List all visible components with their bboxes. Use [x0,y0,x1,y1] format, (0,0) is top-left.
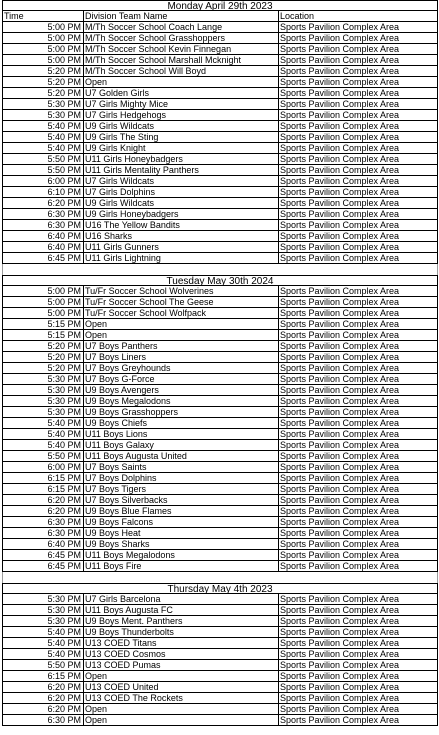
cell-time[interactable]: 6:10 PM [2,187,84,198]
cell-team[interactable]: U9 Girls Wildcats [84,198,279,209]
cell-time[interactable]: 5:20 PM [2,363,84,374]
cell-location[interactable]: Sports Pavilion Complex Area [279,484,438,495]
cell-location[interactable]: Sports Pavilion Complex Area [279,605,438,616]
cell-time[interactable]: 6:45 PM [2,550,84,561]
cell-location[interactable]: Sports Pavilion Complex Area [279,715,438,726]
cell-time[interactable]: 5:30 PM [2,110,84,121]
cell-team[interactable]: U11 Boys Fire [84,561,279,572]
cell-team[interactable]: U7 Girls Hedgehogs [84,110,279,121]
cell-location[interactable]: Sports Pavilion Complex Area [279,297,438,308]
table-row [2,77,438,88]
cell-team[interactable]: U11 Boys Lions [84,429,279,440]
table-row [2,495,438,506]
cell-location[interactable]: Sports Pavilion Complex Area [279,308,438,319]
table-row [2,132,438,143]
table-row [2,44,438,55]
table-row [2,143,438,154]
cell-team[interactable]: U13 COED Cosmos [84,649,279,660]
cell-location[interactable]: Sports Pavilion Complex Area [279,495,438,506]
table-row [2,704,438,715]
table-row [2,671,438,682]
cell-team[interactable]: Open [84,715,279,726]
cell-location[interactable]: Sports Pavilion Complex Area [279,440,438,451]
cell-location[interactable]: Sports Pavilion Complex Area [279,374,438,385]
cell-time[interactable]: 5:30 PM [2,407,84,418]
cell-location[interactable]: Sports Pavilion Complex Area [279,121,438,132]
cell-team[interactable]: U11 Boys Galaxy [84,440,279,451]
table-row [2,209,438,220]
cell-location[interactable]: Sports Pavilion Complex Area [279,550,438,561]
cell-time[interactable]: 6:40 PM [2,231,84,242]
cell-time[interactable]: 6:20 PM [2,198,84,209]
cell-team[interactable]: U7 Golden Girls [84,88,279,99]
table-row [2,649,438,660]
day-block-monday [2,22,438,264]
cell-location[interactable]: Sports Pavilion Complex Area [279,132,438,143]
cell-team[interactable]: U11 Girls Lightning [84,253,279,264]
cell-location[interactable]: Sports Pavilion Complex Area [279,660,438,671]
cell-time[interactable]: 6:30 PM [2,517,84,528]
cell-location[interactable]: Sports Pavilion Complex Area [279,220,438,231]
cell-location[interactable]: Sports Pavilion Complex Area [279,253,438,264]
cell-time[interactable]: 5:40 PM [2,440,84,451]
cell-time[interactable]: 6:30 PM [2,220,84,231]
cell-time[interactable]: 5:40 PM [2,132,84,143]
cell-location[interactable]: Sports Pavilion Complex Area [279,187,438,198]
cell-location[interactable]: Sports Pavilion Complex Area [279,539,438,550]
cell-team[interactable]: U7 Girls Barcelona [84,594,279,605]
cell-location[interactable]: Sports Pavilion Complex Area [279,77,438,88]
cell-location[interactable]: Sports Pavilion Complex Area [279,286,438,297]
table-row [2,715,438,726]
cell-location[interactable]: Sports Pavilion Complex Area [279,44,438,55]
table-row [2,539,438,550]
cell-location[interactable]: Sports Pavilion Complex Area [279,110,438,121]
cell-team[interactable]: U9 Girls Knight [84,143,279,154]
cell-time[interactable]: 6:45 PM [2,253,84,264]
cell-location[interactable]: Sports Pavilion Complex Area [279,66,438,77]
day-title[interactable]: Thursday May 4th 2023 [2,583,438,594]
table-row [2,297,438,308]
cell-time[interactable]: 5:00 PM [2,286,84,297]
cell-time[interactable]: 5:30 PM [2,99,84,110]
cell-time[interactable]: 6:30 PM [2,528,84,539]
table-row [2,473,438,484]
cell-location[interactable]: Sports Pavilion Complex Area [279,143,438,154]
table-row [2,440,438,451]
cell-location[interactable]: Sports Pavilion Complex Area [279,341,438,352]
cell-team[interactable]: M/Th Soccer School Marshall Mcknight [84,55,279,66]
cell-location[interactable]: Sports Pavilion Complex Area [279,88,438,99]
cell-time[interactable]: 6:15 PM [2,484,84,495]
table-row [2,374,438,385]
table-row [2,616,438,627]
cell-team[interactable]: U16 The Yellow Bandits [84,220,279,231]
cell-time[interactable]: 5:00 PM [2,308,84,319]
table-row [2,660,438,671]
cell-team[interactable]: Open [84,77,279,88]
cell-location[interactable]: Sports Pavilion Complex Area [279,33,438,44]
table-row [2,121,438,132]
cell-time[interactable]: 5:15 PM [2,319,84,330]
cell-team[interactable]: U9 Boys Megalodons [84,396,279,407]
cell-location[interactable]: Sports Pavilion Complex Area [279,99,438,110]
cell-time[interactable]: 5:40 PM [2,649,84,660]
day-title[interactable]: Tuesday May 30th 2024 [2,275,438,286]
cell-location[interactable]: Sports Pavilion Complex Area [279,407,438,418]
table-row [2,22,438,33]
cell-team[interactable]: Tu/Fr Soccer School The Geese [84,297,279,308]
table-row [2,528,438,539]
table-row [2,627,438,638]
cell-team[interactable]: U7 Girls Mighty Mice [84,99,279,110]
table-row [2,319,438,330]
cell-team[interactable]: Tu/Fr Soccer School Wolverines [84,286,279,297]
cell-location[interactable]: Sports Pavilion Complex Area [279,616,438,627]
cell-team[interactable]: U13 COED Pumas [84,660,279,671]
table-row [2,462,438,473]
cell-team[interactable]: U7 Boys Liners [84,352,279,363]
table-row [2,231,438,242]
table-row [2,638,438,649]
cell-location[interactable]: Sports Pavilion Complex Area [279,154,438,165]
cell-location[interactable]: Sports Pavilion Complex Area [279,649,438,660]
table-row [2,418,438,429]
table-row [2,561,438,572]
cell-team[interactable]: U7 Girls Dolphins [84,187,279,198]
cell-team[interactable]: U7 Girls Wildcats [84,176,279,187]
cell-time[interactable]: 6:15 PM [2,473,84,484]
cell-time[interactable]: 6:40 PM [2,539,84,550]
cell-team[interactable]: U9 Boys Ment. Panthers [84,616,279,627]
table-row [2,594,438,605]
cell-team[interactable]: U9 Boys Blue Flames [84,506,279,517]
table-row [2,484,438,495]
cell-time[interactable]: 5:30 PM [2,605,84,616]
cell-location[interactable]: Sports Pavilion Complex Area [279,704,438,715]
cell-team[interactable]: U9 Boys Chiefs [84,418,279,429]
cell-time[interactable]: 5:40 PM [2,121,84,132]
cell-location[interactable]: Sports Pavilion Complex Area [279,462,438,473]
cell-time[interactable]: 5:30 PM [2,616,84,627]
cell-time[interactable]: 5:20 PM [2,341,84,352]
table-row [2,605,438,616]
cell-time[interactable]: 6:00 PM [2,176,84,187]
cell-time[interactable]: 6:40 PM [2,242,84,253]
cell-location[interactable]: Sports Pavilion Complex Area [279,473,438,484]
cell-time[interactable]: 5:20 PM [2,77,84,88]
cell-team[interactable]: M/Th Soccer School Kevin Finnegan [84,44,279,55]
table-row [2,429,438,440]
cell-time[interactable]: 6:00 PM [2,462,84,473]
table-row [2,66,438,77]
cell-team[interactable]: U11 Girls Honeybadgers [84,154,279,165]
cell-time[interactable]: 6:15 PM [2,671,84,682]
table-row [2,154,438,165]
header-row [2,11,438,22]
cell-team[interactable]: U7 Boys Tigers [84,484,279,495]
cell-location[interactable]: Sports Pavilion Complex Area [279,242,438,253]
cell-location[interactable]: Sports Pavilion Complex Area [279,451,438,462]
cell-location[interactable]: Sports Pavilion Complex Area [279,561,438,572]
cell-time[interactable]: 5:50 PM [2,660,84,671]
table-row [2,451,438,462]
cell-team[interactable]: U13 COED Titans [84,638,279,649]
cell-team[interactable]: U9 Boys Grasshoppers [84,407,279,418]
cell-time[interactable]: 5:40 PM [2,429,84,440]
cell-time[interactable]: 6:20 PM [2,704,84,715]
cell-time[interactable]: 5:40 PM [2,143,84,154]
cell-time[interactable]: 6:20 PM [2,495,84,506]
cell-location[interactable]: Sports Pavilion Complex Area [279,352,438,363]
cell-time[interactable]: 5:20 PM [2,88,84,99]
cell-location[interactable]: Sports Pavilion Complex Area [279,506,438,517]
table-row [2,99,438,110]
cell-time[interactable]: 5:30 PM [2,385,84,396]
table-row [2,55,438,66]
cell-time[interactable]: 6:30 PM [2,209,84,220]
cell-team[interactable]: U11 Boys Augusta FC [84,605,279,616]
cell-team[interactable]: U9 Girls Wildcats [84,121,279,132]
cell-time[interactable]: 5:00 PM [2,297,84,308]
table-row [2,110,438,121]
cell-location[interactable]: Sports Pavilion Complex Area [279,693,438,704]
cell-location[interactable]: Sports Pavilion Complex Area [279,55,438,66]
cell-team[interactable]: U9 Girls The Sting [84,132,279,143]
cell-team[interactable]: U13 COED United [84,682,279,693]
cell-team[interactable]: U7 Boys G-Force [84,374,279,385]
cell-time[interactable]: 5:30 PM [2,396,84,407]
cell-team[interactable]: U9 Boys Falcons [84,517,279,528]
cell-team[interactable]: U9 Boys Thunderbolts [84,627,279,638]
day-block-tuesday [2,286,438,572]
table-row [2,220,438,231]
cell-location[interactable]: Sports Pavilion Complex Area [279,418,438,429]
table-row [2,286,438,297]
table-row [2,341,438,352]
cell-team[interactable]: U7 Boys Greyhounds [84,363,279,374]
table-row [2,550,438,561]
cell-team[interactable]: U7 Boys Saints [84,462,279,473]
table-row [2,396,438,407]
cell-location[interactable]: Sports Pavilion Complex Area [279,165,438,176]
table-row [2,407,438,418]
table-row [2,352,438,363]
cell-time[interactable]: 5:30 PM [2,374,84,385]
cell-location[interactable]: Sports Pavilion Complex Area [279,319,438,330]
cell-time[interactable]: 6:20 PM [2,506,84,517]
cell-time[interactable]: 5:20 PM [2,66,84,77]
cell-team[interactable]: U11 Girls Gunners [84,242,279,253]
table-row [2,363,438,374]
cell-time[interactable]: 5:50 PM [2,165,84,176]
table-row [2,33,438,44]
cell-team[interactable]: Tu/Fr Soccer School Wolfpack [84,308,279,319]
cell-location[interactable]: Sports Pavilion Complex Area [279,198,438,209]
cell-location[interactable]: Sports Pavilion Complex Area [279,385,438,396]
cell-team[interactable]: U7 Boys Dolphins [84,473,279,484]
cell-time[interactable]: 6:30 PM [2,715,84,726]
cell-location[interactable]: Sports Pavilion Complex Area [279,517,438,528]
cell-time[interactable]: 5:00 PM [2,33,84,44]
cell-team[interactable]: U9 Boys Sharks [84,539,279,550]
table-row [2,253,438,264]
cell-location[interactable]: Sports Pavilion Complex Area [279,671,438,682]
cell-location[interactable]: Sports Pavilion Complex Area [279,330,438,341]
cell-team[interactable]: U9 Girls Honeybadgers [84,209,279,220]
cell-time[interactable]: 5:30 PM [2,594,84,605]
cell-team[interactable]: U7 Boys Silverbacks [84,495,279,506]
cell-time[interactable]: 5:00 PM [2,44,84,55]
cell-team[interactable]: Open [84,330,279,341]
table-row [2,242,438,253]
cell-location[interactable]: Sports Pavilion Complex Area [279,682,438,693]
cell-team[interactable]: Open [84,704,279,715]
table-row [2,165,438,176]
cell-time[interactable]: 5:40 PM [2,638,84,649]
schedule-sheet [2,0,438,726]
cell-team[interactable]: U7 Boys Panthers [84,341,279,352]
spacer-row [2,264,438,275]
cell-location[interactable]: Sports Pavilion Complex Area [279,231,438,242]
cell-time[interactable]: 5:00 PM [2,22,84,33]
cell-location[interactable]: Sports Pavilion Complex Area [279,638,438,649]
cell-time[interactable]: 6:20 PM [2,682,84,693]
cell-time[interactable]: 6:20 PM [2,693,84,704]
cell-team[interactable]: U11 Boys Megalodons [84,550,279,561]
table-row [2,176,438,187]
cell-location[interactable]: Sports Pavilion Complex Area [279,627,438,638]
cell-time[interactable]: 5:15 PM [2,330,84,341]
cell-location[interactable]: Sports Pavilion Complex Area [279,528,438,539]
cell-team[interactable]: M/Th Soccer School Grasshoppers [84,33,279,44]
header-team[interactable]: Division Team Name [84,11,279,22]
cell-location[interactable]: Sports Pavilion Complex Area [279,22,438,33]
cell-team[interactable]: U11 Boys Augusta United [84,451,279,462]
day-block-thursday [2,594,438,726]
table-row [2,308,438,319]
header-location[interactable]: Location [279,11,438,22]
table-row [2,330,438,341]
cell-time[interactable]: 5:50 PM [2,154,84,165]
cell-location[interactable]: Sports Pavilion Complex Area [279,396,438,407]
cell-team[interactable]: M/Th Soccer School Will Boyd [84,66,279,77]
cell-team[interactable]: M/Th Soccer School Coach Lange [84,22,279,33]
cell-time[interactable]: 5:40 PM [2,418,84,429]
cell-team[interactable]: Open [84,671,279,682]
cell-time[interactable]: 5:00 PM [2,55,84,66]
table-row [2,693,438,704]
cell-location[interactable]: Sports Pavilion Complex Area [279,209,438,220]
table-row [2,506,438,517]
cell-time[interactable]: 5:40 PM [2,627,84,638]
cell-time[interactable]: 5:20 PM [2,352,84,363]
cell-location[interactable]: Sports Pavilion Complex Area [279,363,438,374]
table-row [2,682,438,693]
cell-location[interactable]: Sports Pavilion Complex Area [279,594,438,605]
cell-team[interactable]: U13 COED The Rockets [84,693,279,704]
header-time[interactable]: Time [2,11,84,22]
cell-time[interactable]: 5:50 PM [2,451,84,462]
table-row [2,187,438,198]
cell-team[interactable]: Open [84,319,279,330]
table-row [2,517,438,528]
table-row [2,385,438,396]
day-title[interactable]: Monday April 29th 2023 [2,0,438,11]
cell-team[interactable]: U11 Girls Mentality Panthers [84,165,279,176]
cell-team[interactable]: U9 Boys Avengers [84,385,279,396]
spacer-row [2,572,438,583]
cell-team[interactable]: U16 Sharks [84,231,279,242]
cell-time[interactable]: 6:45 PM [2,561,84,572]
table-row [2,88,438,99]
cell-location[interactable]: Sports Pavilion Complex Area [279,176,438,187]
cell-location[interactable]: Sports Pavilion Complex Area [279,429,438,440]
cell-team[interactable]: U9 Boys Heat [84,528,279,539]
table-row [2,198,438,209]
